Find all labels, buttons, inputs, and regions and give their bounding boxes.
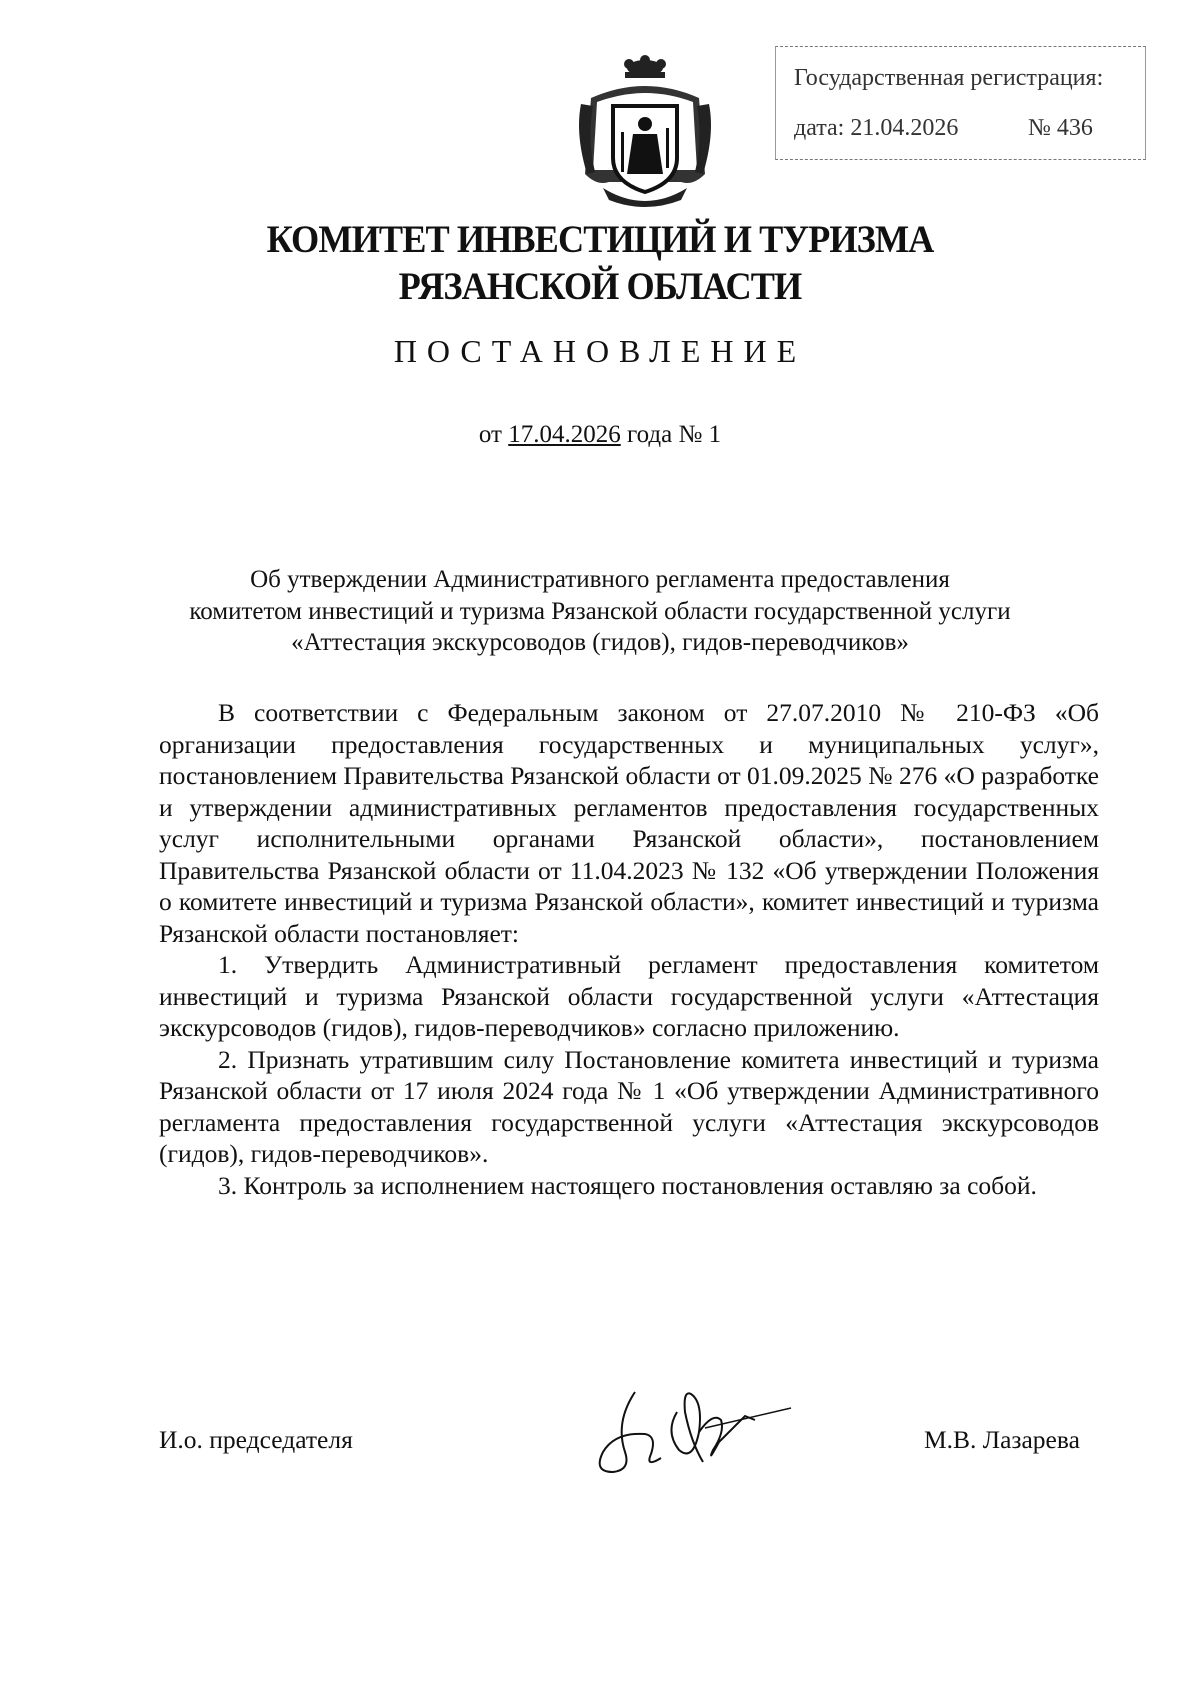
document-body	[159, 697, 1099, 1201]
handwritten-signature	[595, 1372, 795, 1477]
registration-stamp	[775, 46, 1146, 160]
item-1-paragraph: 1. Утвердить Административный регламент предоставления комитетом инвестиций и туризма Рязанской области государственной услуги «Аттестация экскурсоводов (гидов), гидов-переводчиков» согласно приложению.	[159, 950, 1099, 1042]
subject-line2: комитетом инвестиций и туризма Рязанской области государственной услуги	[189, 597, 1011, 625]
organization-name-line2: РЯЗАНСКОЙ ОБЛАСТИ	[398, 265, 802, 308]
organization-name-line1: КОМИТЕТ ИНВЕСТИЦИЙ И ТУРИЗМА	[266, 218, 934, 261]
document-type: ПОСТАНОВЛЕНИЕ	[393, 333, 807, 369]
coat-of-arms-icon	[573, 54, 717, 214]
subject-line1: Об утверждении Административного регламента предоставления	[250, 566, 950, 593]
registration-title: Государственная регистрация:	[794, 65, 1104, 91]
signatory-name: М.В. Лазарева	[924, 1425, 1080, 1454]
document-subject	[0, 564, 1200, 659]
signatory-title: И.о. председателя	[159, 1425, 353, 1454]
document-date-line	[0, 421, 1200, 449]
registration-date: дата: 21.04.2026	[794, 115, 959, 141]
registration-number: № 436	[1028, 115, 1093, 141]
date-prefix: от	[478, 421, 502, 448]
document-number: года № 1	[627, 421, 722, 448]
document-date: 17.04.2026	[508, 421, 621, 448]
item-2-paragraph: 2. Признать утратившим силу Постановление комитета инвестиций и туризма Рязанской области от 17 июля 2024 года № 1 «Об утверждении Административного регламента предоставления государственной услуги «Аттестация экскурсоводов (гидов), гидов-переводчиков».	[159, 1044, 1099, 1168]
subject-line3: «Аттестация экскурсоводов (гидов), гидов-переводчиков»	[291, 629, 909, 656]
item-3-paragraph: 3. Контроль за исполнением настоящего постановления оставляю за собой.	[218, 1170, 1037, 1200]
preamble-paragraph: В соответствии с Федеральным законом от 27.07.2010 № 210-ФЗ «Об организации предоставления государственных и муниципальных услуг», постановлением Правительства Рязанской области от 01.09.2025 № 276 «О разработке и утверждении административных регламентов предоставления государственных услуг исполнительными органами Рязанской области», постановлением Правительства Рязанской области от 11.04.2023 № 132 «Об утверждении Положения о комитете инвестиций и туризма Рязанской области», комитет инвестиций и туризма Рязанской области постановляет:	[159, 698, 1099, 948]
